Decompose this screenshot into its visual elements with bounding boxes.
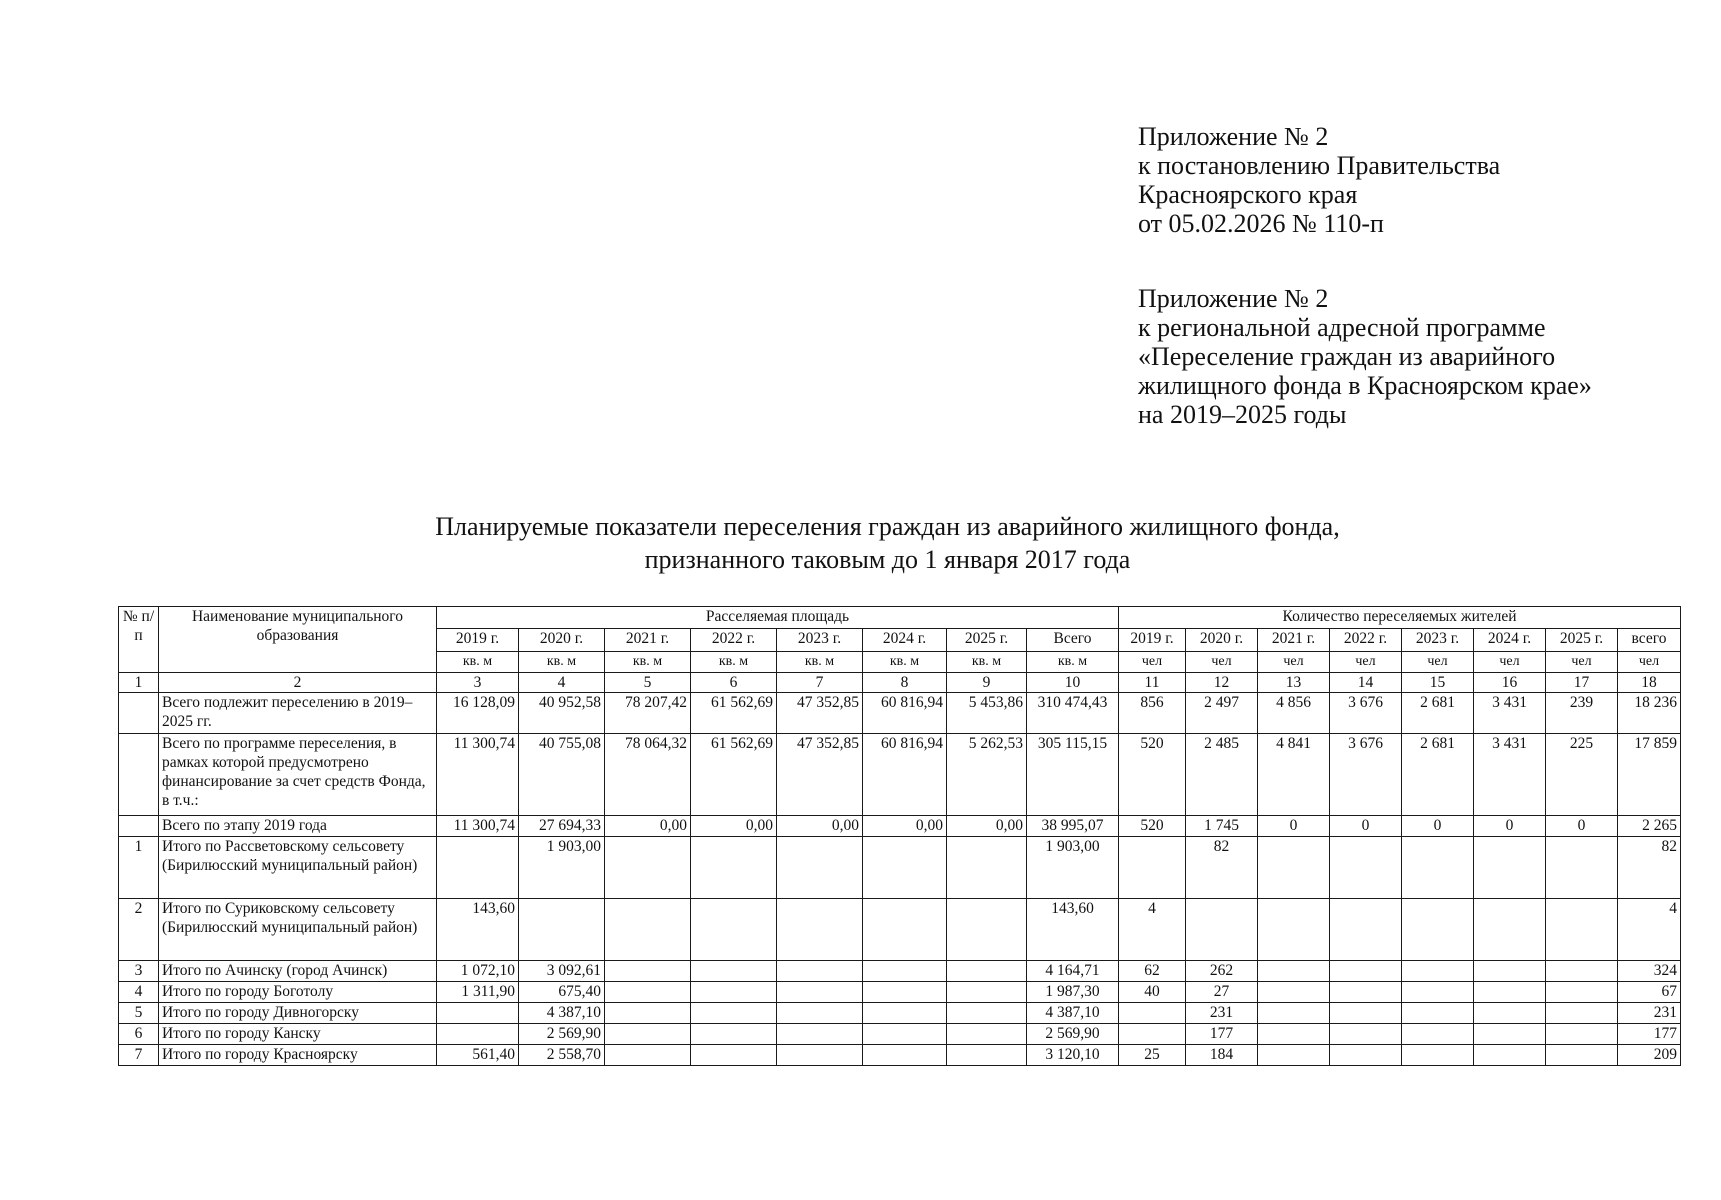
header-residents-year: 2022 г. <box>1330 629 1402 652</box>
area-value <box>863 837 947 899</box>
area-value: 305 115,15 <box>1027 734 1119 816</box>
area-value: 1 311,90 <box>437 982 519 1003</box>
column-number: 6 <box>691 673 777 693</box>
area-value: 1 987,30 <box>1027 982 1119 1003</box>
area-value <box>863 1003 947 1024</box>
row-number: 2 <box>119 899 159 961</box>
residents-value <box>1546 837 1618 899</box>
residents-value <box>1546 1045 1618 1066</box>
area-value: 0,00 <box>863 816 947 837</box>
residents-value <box>1330 837 1402 899</box>
residents-value <box>1258 1003 1330 1024</box>
residents-value: 4 <box>1119 899 1186 961</box>
header-area-year: 2023 г. <box>777 629 863 652</box>
residents-value: 0 <box>1546 816 1618 837</box>
column-number: 5 <box>605 673 691 693</box>
table-title <box>0 510 1721 576</box>
residents-value <box>1330 1003 1402 1024</box>
residents-value: 2 265 <box>1618 816 1681 837</box>
residents-value: 0 <box>1258 816 1330 837</box>
residents-value: 40 <box>1119 982 1186 1003</box>
area-value <box>863 899 947 961</box>
header-residents-group: Количество переселяемых жителей <box>1119 607 1681 629</box>
residents-value <box>1546 1024 1618 1045</box>
area-value <box>605 1003 691 1024</box>
residents-value: 3 431 <box>1474 734 1546 816</box>
table-row <box>119 734 1681 816</box>
area-value: 47 352,85 <box>777 734 863 816</box>
appendix-line: Приложение № 2 <box>1138 284 1329 313</box>
row-municipality-name: Итого по городу Боготолу <box>159 982 437 1003</box>
header-residents-year: всего <box>1618 629 1681 652</box>
header-area-unit: кв. м <box>519 652 605 673</box>
residents-value <box>1402 1024 1474 1045</box>
header-area-year: Всего <box>1027 629 1119 652</box>
table-row <box>119 693 1681 734</box>
residents-value: 239 <box>1546 693 1618 734</box>
appendix-resolution-header <box>1138 122 1500 238</box>
residents-value <box>1474 1045 1546 1066</box>
residents-value: 262 <box>1186 961 1258 982</box>
column-number: 17 <box>1546 673 1618 693</box>
area-value: 4 387,10 <box>519 1003 605 1024</box>
area-value <box>605 1045 691 1066</box>
residents-value: 2 497 <box>1186 693 1258 734</box>
residents-value: 209 <box>1618 1045 1681 1066</box>
residents-value: 0 <box>1330 816 1402 837</box>
residents-value: 2 681 <box>1402 693 1474 734</box>
area-value: 47 352,85 <box>777 693 863 734</box>
row-municipality-name: Итого по городу Канску <box>159 1024 437 1045</box>
residents-value: 27 <box>1186 982 1258 1003</box>
residents-value: 62 <box>1119 961 1186 982</box>
residents-value <box>1258 1045 1330 1066</box>
area-value: 61 562,69 <box>691 693 777 734</box>
area-value: 11 300,74 <box>437 816 519 837</box>
area-value: 4 164,71 <box>1027 961 1119 982</box>
appendix-line: на 2019–2025 годы <box>1138 400 1347 429</box>
header-area-year: 2020 г. <box>519 629 605 652</box>
relocation-table <box>118 606 1681 1066</box>
residents-value <box>1119 837 1186 899</box>
residents-value <box>1474 899 1546 961</box>
table-row <box>119 899 1681 961</box>
row-number: 3 <box>119 961 159 982</box>
area-value: 0,00 <box>691 816 777 837</box>
residents-value <box>1119 1003 1186 1024</box>
column-number: 14 <box>1330 673 1402 693</box>
header-row-column-numbers <box>119 673 1681 693</box>
column-number: 8 <box>863 673 947 693</box>
area-value: 61 562,69 <box>691 734 777 816</box>
header-area-year: 2021 г. <box>605 629 691 652</box>
column-number: 15 <box>1402 673 1474 693</box>
residents-value <box>1330 961 1402 982</box>
area-value <box>947 837 1027 899</box>
residents-value: 18 236 <box>1618 693 1681 734</box>
area-value <box>605 899 691 961</box>
header-residents-year: 2023 г. <box>1402 629 1474 652</box>
area-value <box>691 1024 777 1045</box>
table-row <box>119 816 1681 837</box>
residents-value <box>1330 899 1402 961</box>
residents-value <box>1186 899 1258 961</box>
area-value <box>947 899 1027 961</box>
row-number: 6 <box>119 1024 159 1045</box>
appendix-program-header <box>1138 284 1592 429</box>
residents-value <box>1474 961 1546 982</box>
table-row <box>119 982 1681 1003</box>
column-number: 18 <box>1618 673 1681 693</box>
residents-value <box>1402 899 1474 961</box>
residents-value: 25 <box>1119 1045 1186 1066</box>
residents-value: 324 <box>1618 961 1681 982</box>
column-number: 3 <box>437 673 519 693</box>
table-row <box>119 1024 1681 1045</box>
header-area-year: 2022 г. <box>691 629 777 652</box>
header-num: № п/п <box>119 607 159 673</box>
residents-value: 3 431 <box>1474 693 1546 734</box>
area-value: 1 072,10 <box>437 961 519 982</box>
area-value: 0,00 <box>777 816 863 837</box>
area-value <box>863 1024 947 1045</box>
table-row <box>119 1003 1681 1024</box>
residents-value: 225 <box>1546 734 1618 816</box>
residents-value: 4 841 <box>1258 734 1330 816</box>
header-area-year: 2019 г. <box>437 629 519 652</box>
residents-value <box>1330 1045 1402 1066</box>
area-value <box>777 899 863 961</box>
header-area-year: 2024 г. <box>863 629 947 652</box>
residents-value: 0 <box>1474 816 1546 837</box>
area-value: 2 569,90 <box>519 1024 605 1045</box>
row-municipality-name: Итого по городу Красноярску <box>159 1045 437 1066</box>
header-area-unit: кв. м <box>691 652 777 673</box>
column-number: 11 <box>1119 673 1186 693</box>
column-number: 16 <box>1474 673 1546 693</box>
area-value: 2 569,90 <box>1027 1024 1119 1045</box>
area-value: 2 558,70 <box>519 1045 605 1066</box>
area-value: 3 120,10 <box>1027 1045 1119 1066</box>
residents-value: 177 <box>1618 1024 1681 1045</box>
area-value <box>605 961 691 982</box>
area-value <box>605 837 691 899</box>
header-residents-unit: чел <box>1330 652 1402 673</box>
residents-value <box>1330 982 1402 1003</box>
residents-value <box>1119 1024 1186 1045</box>
area-value: 1 903,00 <box>1027 837 1119 899</box>
appendix-line: Приложение № 2 <box>1138 122 1329 151</box>
area-value: 0,00 <box>947 816 1027 837</box>
column-number: 2 <box>159 673 437 693</box>
header-residents-year: 2019 г. <box>1119 629 1186 652</box>
residents-value: 231 <box>1618 1003 1681 1024</box>
header-residents-unit: чел <box>1119 652 1186 673</box>
area-value: 27 694,33 <box>519 816 605 837</box>
area-value <box>519 899 605 961</box>
row-municipality-name: Итого по городу Дивногорску <box>159 1003 437 1024</box>
residents-value: 856 <box>1119 693 1186 734</box>
area-value: 16 128,09 <box>437 693 519 734</box>
residents-value <box>1258 982 1330 1003</box>
residents-value <box>1258 1024 1330 1045</box>
row-municipality-name: Всего подлежит переселению в 2019–2025 гг. <box>159 693 437 734</box>
header-area-unit: кв. м <box>777 652 863 673</box>
header-area-group: Расселяемая площадь <box>437 607 1119 629</box>
residents-value: 4 <box>1618 899 1681 961</box>
row-number <box>119 734 159 816</box>
area-value <box>437 1024 519 1045</box>
residents-value: 520 <box>1119 734 1186 816</box>
area-value <box>605 1024 691 1045</box>
area-value <box>777 1045 863 1066</box>
column-number: 4 <box>519 673 605 693</box>
header-residents-year: 2025 г. <box>1546 629 1618 652</box>
table-row <box>119 961 1681 982</box>
residents-value: 82 <box>1186 837 1258 899</box>
residents-value <box>1546 899 1618 961</box>
area-value <box>777 1024 863 1045</box>
area-value <box>863 961 947 982</box>
column-number: 7 <box>777 673 863 693</box>
area-value: 40 755,08 <box>519 734 605 816</box>
header-area-unit: кв. м <box>605 652 691 673</box>
residents-value <box>1474 1003 1546 1024</box>
area-value: 78 207,42 <box>605 693 691 734</box>
area-value: 4 387,10 <box>1027 1003 1119 1024</box>
residents-value: 0 <box>1402 816 1474 837</box>
column-number: 12 <box>1186 673 1258 693</box>
header-residents-unit: чел <box>1258 652 1330 673</box>
column-number: 9 <box>947 673 1027 693</box>
area-value <box>691 1045 777 1066</box>
header-residents-unit: чел <box>1186 652 1258 673</box>
row-number <box>119 693 159 734</box>
table-row <box>119 1045 1681 1066</box>
header-area-unit: кв. м <box>947 652 1027 673</box>
area-value: 40 952,58 <box>519 693 605 734</box>
header-area-unit: кв. м <box>863 652 947 673</box>
residents-value <box>1330 1024 1402 1045</box>
area-value <box>437 837 519 899</box>
header-residents-year: 2024 г. <box>1474 629 1546 652</box>
appendix-line: к региональной адресной программе <box>1138 313 1546 342</box>
residents-value <box>1546 961 1618 982</box>
area-value: 11 300,74 <box>437 734 519 816</box>
area-value <box>947 961 1027 982</box>
residents-value: 4 856 <box>1258 693 1330 734</box>
area-value <box>691 982 777 1003</box>
area-value <box>691 1003 777 1024</box>
row-number: 1 <box>119 837 159 899</box>
area-value <box>691 961 777 982</box>
header-name: Наименование муниципального образования <box>159 607 437 673</box>
appendix-line: «Переселение граждан из аварийного <box>1138 342 1556 371</box>
residents-value: 17 859 <box>1618 734 1681 816</box>
appendix-line: к постановлению Правительства <box>1138 151 1501 180</box>
area-value: 675,40 <box>519 982 605 1003</box>
area-value: 38 995,07 <box>1027 816 1119 837</box>
residents-value <box>1258 899 1330 961</box>
area-value: 3 092,61 <box>519 961 605 982</box>
area-value: 143,60 <box>437 899 519 961</box>
area-value: 78 064,32 <box>605 734 691 816</box>
area-value <box>691 837 777 899</box>
appendix-line: Красноярского края <box>1138 180 1358 209</box>
area-value: 561,40 <box>437 1045 519 1066</box>
residents-value <box>1474 982 1546 1003</box>
area-value <box>691 899 777 961</box>
residents-value <box>1402 1045 1474 1066</box>
header-area-unit: кв. м <box>1027 652 1119 673</box>
row-municipality-name: Всего по этапу 2019 года <box>159 816 437 837</box>
residents-value: 520 <box>1119 816 1186 837</box>
header-residents-unit: чел <box>1546 652 1618 673</box>
column-number: 13 <box>1258 673 1330 693</box>
header-area-year: 2025 г. <box>947 629 1027 652</box>
residents-value <box>1474 1024 1546 1045</box>
residents-value <box>1402 1003 1474 1024</box>
area-value: 0,00 <box>605 816 691 837</box>
row-number: 5 <box>119 1003 159 1024</box>
residents-value: 2 681 <box>1402 734 1474 816</box>
area-value <box>777 837 863 899</box>
area-value: 310 474,43 <box>1027 693 1119 734</box>
residents-value: 2 485 <box>1186 734 1258 816</box>
header-residents-unit: чел <box>1618 652 1681 673</box>
area-value <box>947 982 1027 1003</box>
header-residents-year: 2020 г. <box>1186 629 1258 652</box>
title-line: признанного таковым до 1 января 2017 года <box>644 545 1131 574</box>
area-value: 143,60 <box>1027 899 1119 961</box>
residents-value: 3 676 <box>1330 734 1402 816</box>
residents-value: 177 <box>1186 1024 1258 1045</box>
table-row <box>119 837 1681 899</box>
residents-value: 67 <box>1618 982 1681 1003</box>
area-value: 5 262,53 <box>947 734 1027 816</box>
row-number <box>119 816 159 837</box>
area-value <box>947 1045 1027 1066</box>
area-value <box>777 961 863 982</box>
column-number: 1 <box>119 673 159 693</box>
row-municipality-name: Итого по Суриковскому сельсовету (Бирилюсский муниципальный район) <box>159 899 437 961</box>
area-value <box>947 1024 1027 1045</box>
residents-value <box>1546 1003 1618 1024</box>
area-value: 5 453,86 <box>947 693 1027 734</box>
residents-value: 3 676 <box>1330 693 1402 734</box>
residents-value <box>1258 837 1330 899</box>
residents-value <box>1546 982 1618 1003</box>
residents-value <box>1402 982 1474 1003</box>
residents-value: 82 <box>1618 837 1681 899</box>
row-municipality-name: Всего по программе переселения, в рамках которой предусмотрено финансирование за счет средств Фонда, в т.ч.: <box>159 734 437 816</box>
area-value <box>863 982 947 1003</box>
header-area-unit: кв. м <box>437 652 519 673</box>
area-value <box>863 1045 947 1066</box>
header-residents-unit: чел <box>1402 652 1474 673</box>
residents-value <box>1258 961 1330 982</box>
title-line: Планируемые показатели переселения граждан из аварийного жилищного фонда, <box>435 512 1340 541</box>
area-value: 1 903,00 <box>519 837 605 899</box>
residents-value: 231 <box>1186 1003 1258 1024</box>
residents-value: 184 <box>1186 1045 1258 1066</box>
residents-value <box>1402 837 1474 899</box>
area-value <box>947 1003 1027 1024</box>
area-value <box>777 982 863 1003</box>
residents-value <box>1474 837 1546 899</box>
header-residents-unit: чел <box>1474 652 1546 673</box>
appendix-line: от 05.02.2026 № 110-п <box>1138 209 1384 238</box>
row-municipality-name: Итого по Рассветовскому сельсовету (Бирилюсский муниципальный район) <box>159 837 437 899</box>
appendix-line: жилищного фонда в Красноярском крае» <box>1138 371 1592 400</box>
header-row-groups <box>119 607 1681 629</box>
area-value <box>605 982 691 1003</box>
column-number: 10 <box>1027 673 1119 693</box>
area-value <box>777 1003 863 1024</box>
area-value: 60 816,94 <box>863 693 947 734</box>
row-number: 7 <box>119 1045 159 1066</box>
residents-value: 1 745 <box>1186 816 1258 837</box>
area-value: 60 816,94 <box>863 734 947 816</box>
row-municipality-name: Итого по Ачинску (город Ачинск) <box>159 961 437 982</box>
area-value <box>437 1003 519 1024</box>
header-residents-year: 2021 г. <box>1258 629 1330 652</box>
row-number: 4 <box>119 982 159 1003</box>
residents-value <box>1402 961 1474 982</box>
